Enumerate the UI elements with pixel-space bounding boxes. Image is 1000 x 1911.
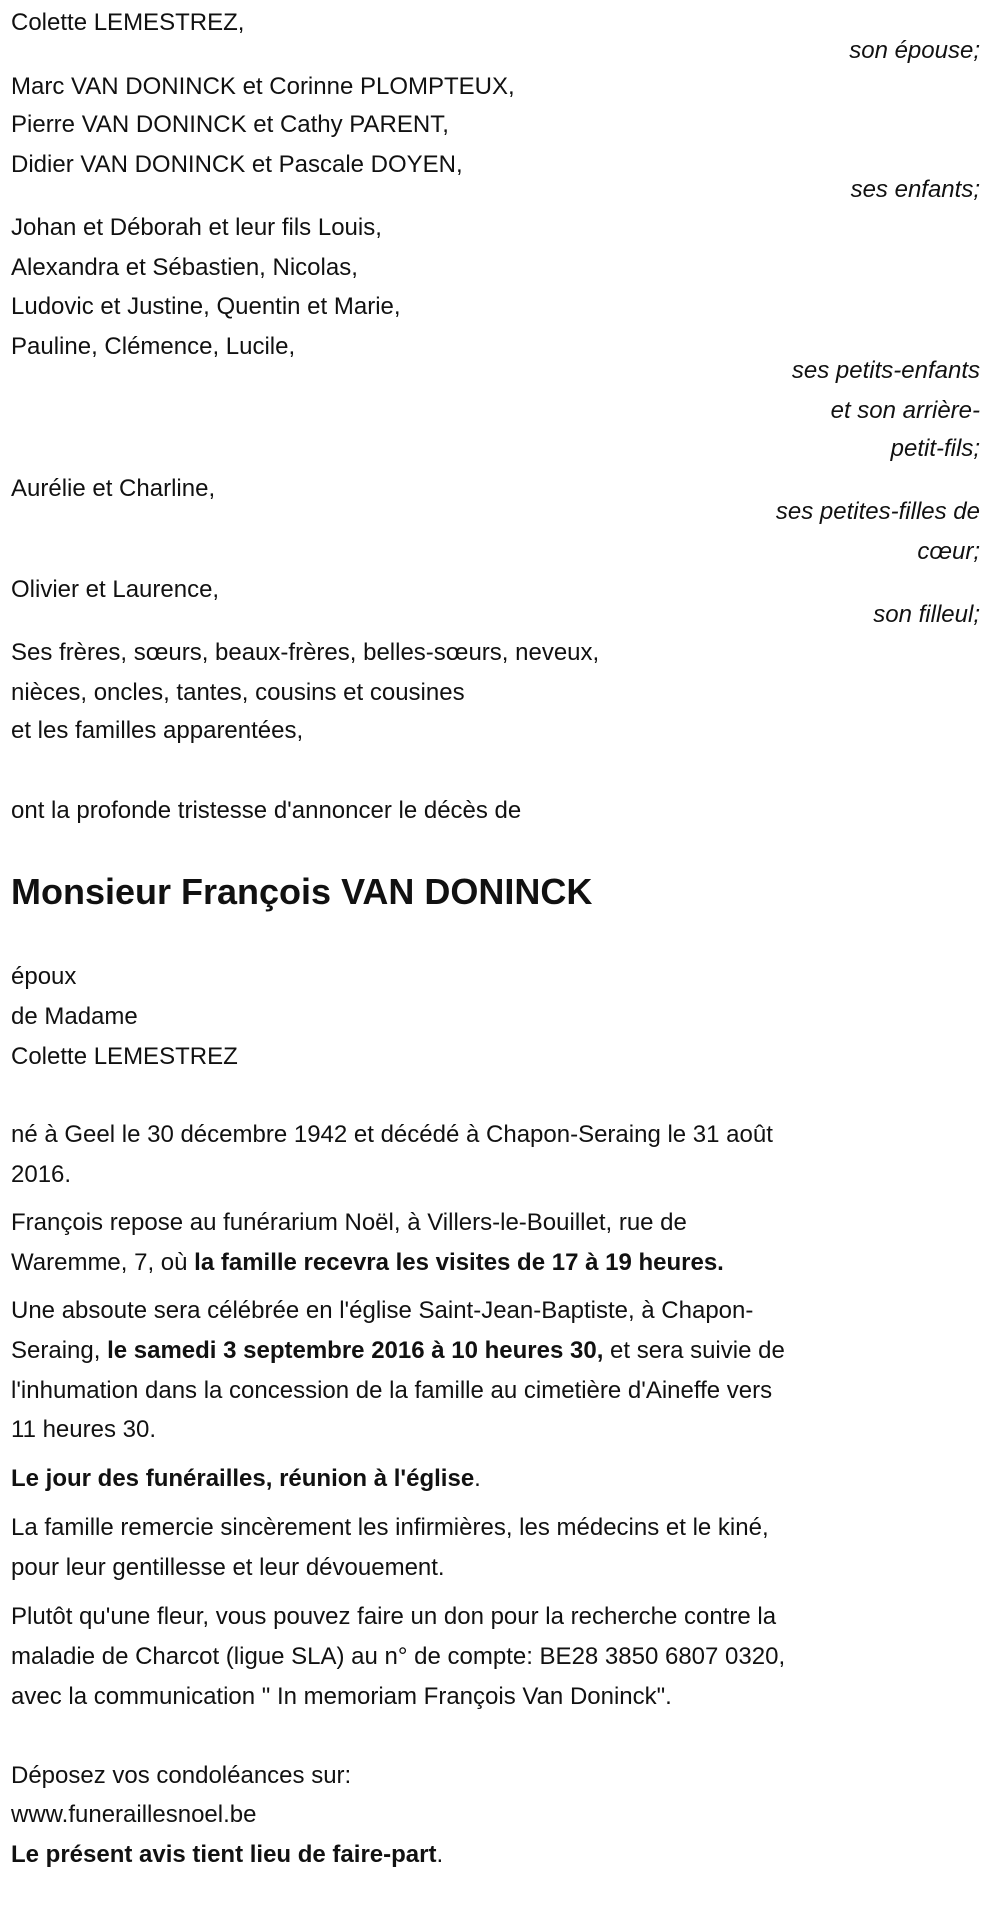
notice-line	[11, 1597, 776, 1637]
notice-line	[11, 1677, 672, 1717]
family-member-line: Alexandra et Sébastien, Nicolas,	[11, 254, 358, 281]
notice-line	[11, 1203, 687, 1243]
text-segment: .	[474, 1465, 481, 1492]
notice-line	[11, 1243, 724, 1283]
text-segment: La famille remercie sincèrement les infirmières, les médecins et le kiné,	[11, 1514, 769, 1541]
family-member-line: Aurélie et Charline,	[11, 475, 216, 502]
text-segment: Une absoute sera célébrée en l'église Saint-Jean-Baptiste, à Chapon-	[11, 1297, 754, 1324]
text-segment: .	[436, 1841, 444, 1868]
notice-line	[11, 1459, 481, 1499]
family-member-line: Johan et Déborah et leur fils Louis,	[11, 214, 382, 241]
relation-label: son épouse;	[849, 37, 980, 64]
text-segment: né à Geel le 30 décembre 1942 et décédé à Chapon-Seraing le 31 août	[11, 1121, 773, 1148]
text-segment: Déposez vos condoléances sur:	[11, 1762, 352, 1789]
notice-line	[11, 1508, 769, 1548]
family-member-line: Ludovic et Justine, Quentin et Marie,	[11, 293, 401, 320]
notice-line	[11, 1115, 773, 1155]
family-member-line: Marc VAN DONINCK et Corinne PLOMPTEUX,	[11, 73, 515, 100]
notice-line	[11, 1331, 785, 1371]
notice-line	[11, 1548, 445, 1588]
text-segment: Waremme, 7, où	[11, 1249, 195, 1276]
family-member-line: Olivier et Laurence,	[11, 576, 220, 603]
text-segment[interactable]: www.funeraillesnoel.be	[11, 1801, 257, 1828]
text-segment: avec la communication " In memoriam François Van Doninck".	[11, 1683, 672, 1710]
family-member-line: Ses frères, sœurs, beaux-frères, belles-sœurs, neveux,	[11, 639, 600, 666]
notice-line	[11, 1371, 772, 1411]
family-member-line: Pierre VAN DONINCK et Cathy PARENT,	[11, 111, 449, 138]
family-member-line: Pauline, Clémence, Lucile,	[11, 333, 296, 360]
text-segment: 2016.	[11, 1161, 72, 1188]
announcement-text: ont la profonde tristesse d'annoncer le décès de	[11, 797, 522, 824]
spouse-line: Colette LEMESTREZ	[11, 1043, 238, 1070]
relation-label: petit-fils;	[890, 435, 980, 462]
text-segment: et sera suivie de	[603, 1337, 785, 1364]
notice-line	[11, 1410, 156, 1450]
text-segment: Plutôt qu'une fleur, vous pouvez faire un don pour la recherche contre la	[11, 1603, 777, 1630]
bold-text: le samedi 3 septembre 2016 à 10 heures 30,	[107, 1337, 604, 1364]
relation-label: et son arrière-	[830, 397, 980, 424]
relation-label: ses enfants;	[850, 176, 980, 203]
text-segment: 11 heures 30.	[11, 1416, 156, 1443]
relation-label: son filleul;	[873, 601, 980, 628]
family-member-line: et les familles apparentées,	[11, 717, 304, 744]
family-member-line: Didier VAN DONINCK et Pascale DOYEN,	[11, 151, 463, 178]
text-segment: pour leur gentillesse et leur dévouement.	[11, 1554, 445, 1581]
notice-line	[11, 1291, 753, 1331]
relation-label: cœur;	[917, 538, 980, 565]
relation-label: ses petits-enfants	[791, 357, 980, 384]
notice-line	[11, 1637, 785, 1677]
spouse-line: époux	[11, 963, 77, 990]
text-segment: maladie de Charcot (ligue SLA) au n° de compte: BE28 3850 6807 0320,	[11, 1643, 786, 1670]
text-segment: Seraing,	[11, 1337, 108, 1364]
condolence-website-link[interactable]	[11, 1795, 256, 1835]
spouse-line: de Madame	[11, 1003, 138, 1030]
text-segment: l'inhumation dans la concession de la famille au cimetière d'Aineffe vers	[11, 1377, 773, 1404]
family-member-line: nièces, oncles, tantes, cousins et cousines	[11, 679, 465, 706]
notice-line	[11, 1155, 71, 1195]
notice-line	[11, 1756, 351, 1796]
bold-text: Le jour des funérailles, réunion à l'église	[11, 1465, 475, 1492]
deceased-name-heading: Monsieur François VAN DONINCK	[11, 871, 593, 912]
relation-label: ses petites-filles de	[775, 498, 980, 525]
family-member-line: Colette LEMESTREZ,	[11, 9, 245, 36]
text-segment: François repose au funérarium Noël, à Villers-le-Bouillet, rue de	[11, 1209, 687, 1236]
notice-line	[11, 1835, 443, 1875]
bold-text: Le présent avis tient lieu de faire-part	[11, 1841, 437, 1868]
bold-text: la famille recevra les visites de 17 à 19 heures.	[194, 1249, 724, 1276]
